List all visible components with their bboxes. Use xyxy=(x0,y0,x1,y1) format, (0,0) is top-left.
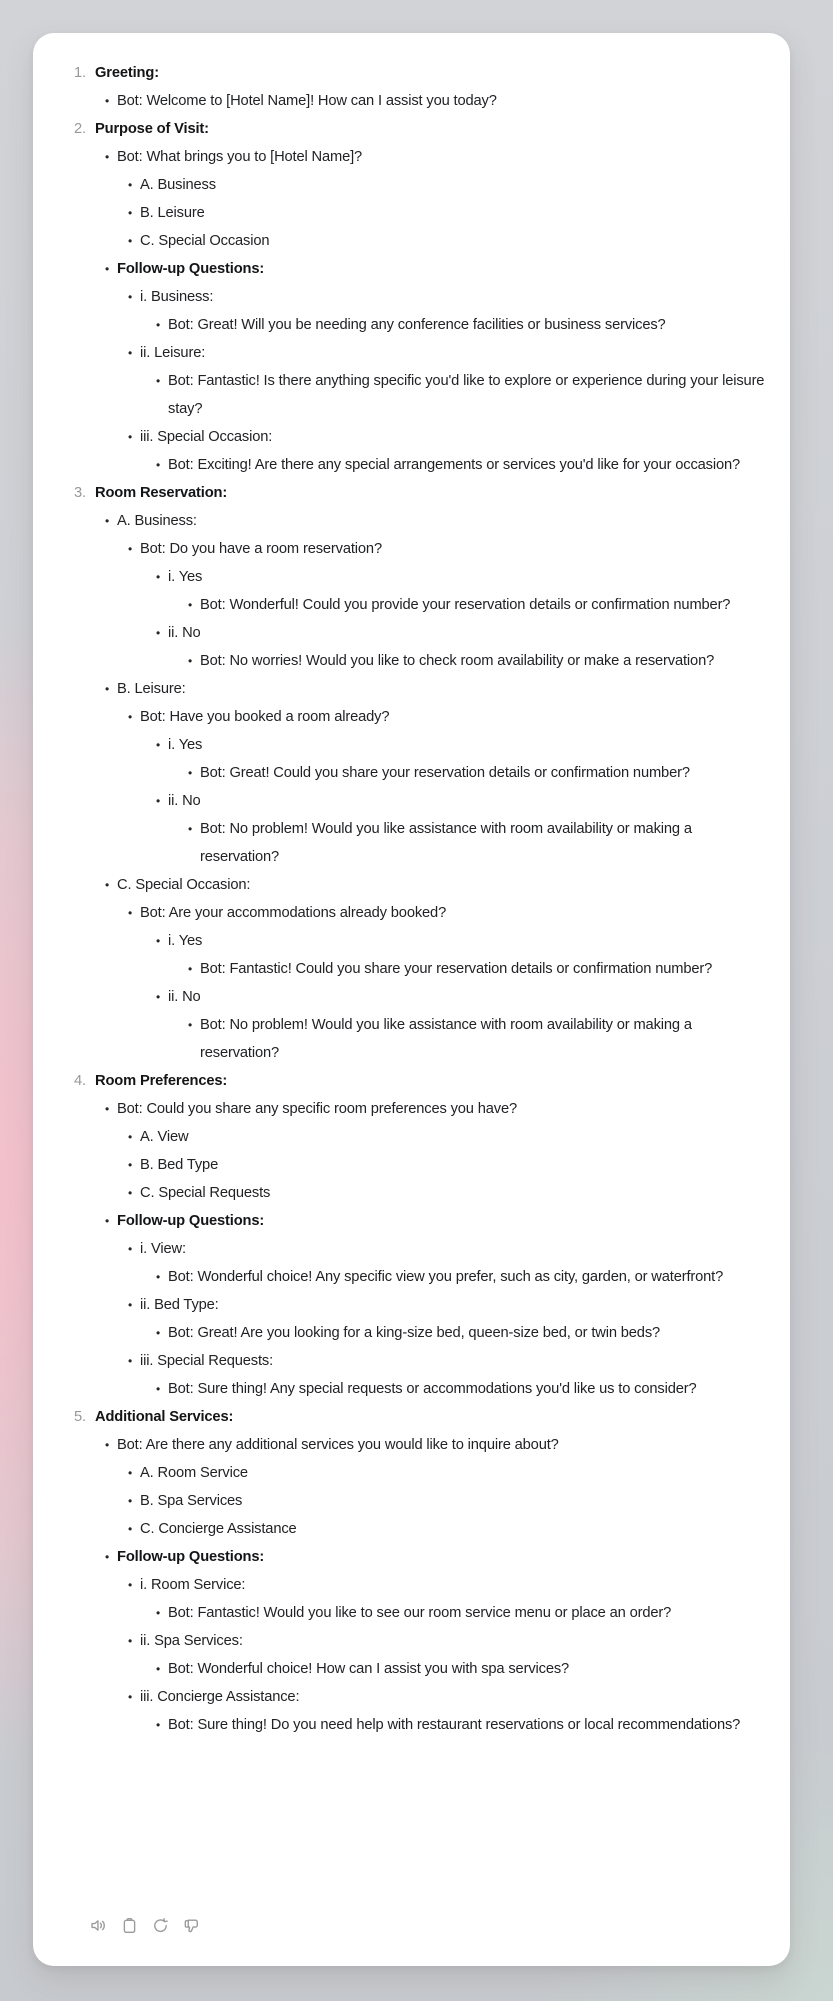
outline-bullet-item xyxy=(168,619,770,675)
outline-bullet-item xyxy=(168,311,770,339)
outline-text: Bot: No problem! Would you like assistance with room availability or making a reservation? xyxy=(200,1017,692,1061)
outline-text: ii. No xyxy=(168,625,201,641)
outline-bullet-item xyxy=(117,1207,770,1403)
outline-text: Bot: Are your accommodations already booked? xyxy=(140,905,447,921)
outline-text: i. Yes xyxy=(168,933,203,949)
outline-text: Bot: Wonderful! Could you provide your reservation details or confirmation number? xyxy=(200,597,731,613)
outline-text: Follow-up Questions: xyxy=(117,1549,265,1565)
message-action-bar xyxy=(88,1915,201,1935)
item-number: 2. xyxy=(74,121,86,137)
outline-sublist xyxy=(168,1011,770,1067)
outline-bullet-item xyxy=(168,983,770,1067)
outline-bullet-item xyxy=(140,1515,770,1543)
outline-sublist xyxy=(95,87,770,115)
outline-sublist xyxy=(140,1655,770,1683)
outline-bullet-item xyxy=(140,1179,770,1207)
outline-text: Bot: Do you have a room reservation? xyxy=(140,541,382,557)
outline-bullet-item xyxy=(140,1123,770,1151)
outline-text: B. Spa Services xyxy=(140,1493,243,1509)
outline-bullet-item xyxy=(140,199,770,227)
outline-text: A. Business: xyxy=(117,513,197,529)
regenerate-icon xyxy=(151,1916,170,1935)
outline-bullet-item xyxy=(140,227,770,255)
outline-numbered-item xyxy=(74,59,770,115)
outline-text: Greeting: xyxy=(95,65,159,81)
thumbs-down-button[interactable] xyxy=(181,1915,201,1935)
outline-sublist xyxy=(117,899,770,1067)
outline-sublist xyxy=(117,283,770,479)
outline-text: Bot: Great! Are you looking for a king-size bed, queen-size bed, or twin beds? xyxy=(168,1325,661,1341)
outline-sublist xyxy=(95,143,770,479)
outline-text: Follow-up Questions: xyxy=(117,261,265,277)
outline-bullet-item xyxy=(117,1543,770,1739)
outline-sublist xyxy=(117,703,770,871)
outline-sublist xyxy=(168,815,770,871)
outline-text: Room Reservation: xyxy=(95,485,228,501)
outline-sublist xyxy=(140,1711,770,1739)
outline-text: Bot: Sure thing! Do you need help with restaurant reservations or local recommendations? xyxy=(168,1717,741,1733)
outline-bullet-item xyxy=(140,1291,770,1347)
outline-text: C. Concierge Assistance xyxy=(140,1521,297,1537)
outline-bullet-item xyxy=(140,171,770,199)
outline-text: Bot: Could you share any specific room preferences you have? xyxy=(117,1101,518,1117)
outline-sublist xyxy=(117,1235,770,1403)
outline-bullet-item xyxy=(117,871,770,1067)
outline-text: B. Bed Type xyxy=(140,1157,219,1173)
outline-text: Additional Services: xyxy=(95,1409,234,1425)
outline-sublist xyxy=(140,311,770,339)
outline-text: Bot: Exciting! Are there any special arrangements or services you'd like for your occasion? xyxy=(168,457,741,473)
outline-bullet-item xyxy=(168,1263,770,1291)
outline-bullet-item xyxy=(168,1599,770,1627)
outline-bullet-item xyxy=(168,563,770,619)
outline-sublist xyxy=(140,1599,770,1627)
outline-bullet-item xyxy=(200,955,770,983)
outline-text: C. Special Requests xyxy=(140,1185,271,1201)
outline-bullet-item xyxy=(200,1011,770,1067)
outline-bullet-item xyxy=(140,1235,770,1291)
outline-sublist xyxy=(140,1263,770,1291)
outline-text: i. Yes xyxy=(168,569,203,585)
outline-text: B. Leisure xyxy=(140,205,205,221)
outline-text: Room Preferences: xyxy=(95,1073,228,1089)
outline-sublist xyxy=(95,507,770,1067)
read-aloud-button[interactable] xyxy=(88,1915,108,1935)
outline-bullet-item xyxy=(168,1319,770,1347)
thumbs-down-icon xyxy=(182,1916,201,1935)
outline-bullet-item xyxy=(117,1431,770,1543)
outline-bullet-item xyxy=(168,927,770,983)
outline-numbered-item xyxy=(74,115,770,479)
item-number: 1. xyxy=(74,65,86,81)
outline-sublist xyxy=(117,1459,770,1543)
outline-bullet-item xyxy=(117,675,770,871)
outline-sublist xyxy=(117,171,770,255)
outline-bullet-item xyxy=(168,1711,770,1739)
outline-numbered-item xyxy=(74,479,770,1067)
outline-text: Bot: Great! Could you share your reservation details or confirmation number? xyxy=(200,765,690,781)
outline-bullet-item xyxy=(168,731,770,787)
outline-sublist xyxy=(140,731,770,871)
outline-text: iii. Concierge Assistance: xyxy=(140,1689,300,1705)
outline-bullet-item xyxy=(200,647,770,675)
outline-bullet-item xyxy=(140,283,770,339)
outline-text: Bot: No problem! Would you like assistance with room availability or making a reservation? xyxy=(200,821,692,865)
outline-sublist xyxy=(140,451,770,479)
outline-sublist xyxy=(95,1095,770,1403)
outline-sublist xyxy=(168,759,770,787)
speaker-icon xyxy=(89,1916,108,1935)
outline-text: A. Business xyxy=(140,177,216,193)
outline-text: C. Special Occasion: xyxy=(117,877,251,893)
outline-text: Purpose of Visit: xyxy=(95,121,209,137)
outline-text: ii. Bed Type: xyxy=(140,1297,219,1313)
outline-bullet-item xyxy=(140,339,770,423)
outline-bullet-item xyxy=(140,1683,770,1739)
outline-bullet-item xyxy=(140,1459,770,1487)
outline-bullet-item xyxy=(140,535,770,675)
outline-text: Bot: Welcome to [Hotel Name]! How can I assist you today? xyxy=(117,93,497,109)
outline-text: B. Leisure: xyxy=(117,681,186,697)
outline-sublist xyxy=(95,1431,770,1739)
outline-sublist xyxy=(117,1571,770,1739)
outline-text: Bot: No worries! Would you like to check room availability or make a reservation? xyxy=(200,653,715,669)
outline-bullet-item xyxy=(200,591,770,619)
outline-text: Bot: Have you booked a room already? xyxy=(140,709,390,725)
outline-bullet-item xyxy=(117,255,770,479)
outline-bullet-item xyxy=(168,787,770,871)
outline-text: C. Special Occasion xyxy=(140,233,270,249)
outline-sublist xyxy=(168,955,770,983)
outline-text: iii. Special Requests: xyxy=(140,1353,274,1369)
outline-bullet-item xyxy=(200,815,770,871)
outline-sublist xyxy=(117,1123,770,1207)
outline-bullet-item xyxy=(168,1375,770,1403)
outline-bullet-item xyxy=(140,1571,770,1627)
outline-text: i. Business: xyxy=(140,289,214,305)
outline-bullet-item xyxy=(140,899,770,1067)
outline-sublist xyxy=(140,1319,770,1347)
outline-text: Follow-up Questions: xyxy=(117,1213,265,1229)
outline-numbered-item xyxy=(74,1067,770,1403)
outline-text: Bot: Fantastic! Is there anything specific you'd like to explore or experience during your leisure stay? xyxy=(168,373,765,417)
outline-sublist xyxy=(168,591,770,619)
outline-bullet-item xyxy=(140,1627,770,1683)
outline-text: i. Yes xyxy=(168,737,203,753)
outline-sublist xyxy=(140,927,770,1067)
outline-text: i. Room Service: xyxy=(140,1577,246,1593)
outline-numbered-item xyxy=(74,1403,770,1739)
outline-bullet-item xyxy=(117,1095,770,1207)
outline-sublist xyxy=(117,535,770,675)
outline-text: ii. Spa Services: xyxy=(140,1633,243,1649)
copy-icon xyxy=(120,1916,139,1935)
outline-text: ii. Leisure: xyxy=(140,345,206,361)
item-number: 4. xyxy=(74,1073,86,1089)
outline-bullet-item xyxy=(140,1347,770,1403)
outline-bullet-item xyxy=(200,759,770,787)
outline-text: Bot: Wonderful choice! How can I assist you with spa services? xyxy=(168,1661,570,1677)
copy-button[interactable] xyxy=(119,1915,139,1935)
outline-bullet-item xyxy=(168,367,770,423)
outline-bullet-item xyxy=(117,143,770,255)
outline-text: ii. No xyxy=(168,793,201,809)
outline-text: Bot: Great! Will you be needing any conference facilities or business services? xyxy=(168,317,666,333)
outline-bullet-item xyxy=(140,703,770,871)
outline-sublist xyxy=(168,647,770,675)
outline-bullet-item xyxy=(140,423,770,479)
outline-sublist xyxy=(140,1375,770,1403)
outline-list xyxy=(75,59,770,1739)
outline-bullet-item xyxy=(168,451,770,479)
outline-bullet-item xyxy=(168,1655,770,1683)
assistant-message-card xyxy=(33,33,790,1966)
message-content xyxy=(33,33,790,1739)
regenerate-button[interactable] xyxy=(150,1915,170,1935)
outline-text: Bot: What brings you to [Hotel Name]? xyxy=(117,149,363,165)
item-number: 5. xyxy=(74,1409,86,1425)
outline-text: Bot: Fantastic! Could you share your reservation details or confirmation number? xyxy=(200,961,713,977)
outline-text: Bot: Wonderful choice! Any specific view you prefer, such as city, garden, or waterfront? xyxy=(168,1269,724,1285)
outline-sublist xyxy=(140,563,770,675)
outline-text: A. Room Service xyxy=(140,1465,248,1481)
outline-text: i. View: xyxy=(140,1241,186,1257)
outline-text: iii. Special Occasion: xyxy=(140,429,273,445)
outline-text: ii. No xyxy=(168,989,201,1005)
outline-text: A. View xyxy=(140,1129,189,1145)
outline-bullet-item xyxy=(140,1487,770,1515)
item-number: 3. xyxy=(74,485,86,501)
outline-text: Bot: Are there any additional services you would like to inquire about? xyxy=(117,1437,559,1453)
outline-bullet-item xyxy=(117,507,770,675)
outline-text: Bot: Fantastic! Would you like to see our room service menu or place an order? xyxy=(168,1605,672,1621)
outline-bullet-item xyxy=(117,87,770,115)
outline-bullet-item xyxy=(140,1151,770,1179)
outline-sublist xyxy=(140,367,770,423)
outline-text: Bot: Sure thing! Any special requests or accommodations you'd like us to consider? xyxy=(168,1381,697,1397)
